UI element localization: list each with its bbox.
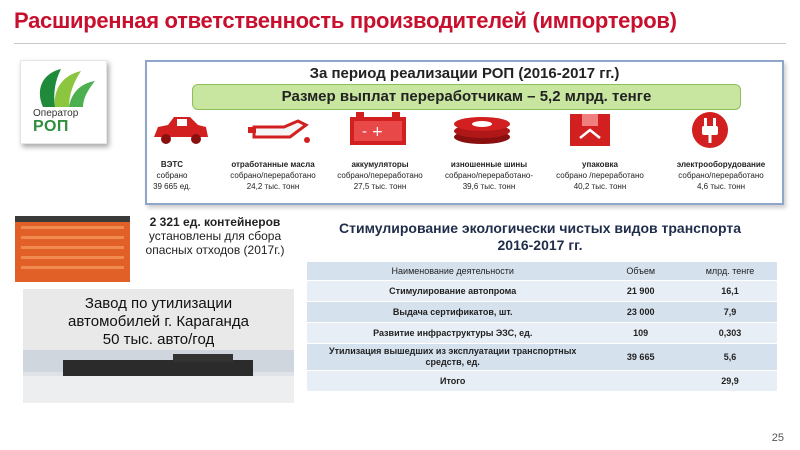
table-row — [307, 344, 777, 370]
category-line2: 27,5 тыс. тонн — [353, 182, 407, 191]
plug-icon — [690, 110, 730, 150]
table-cell: Развитие инфраструктуры ЭЗС, ед. — [307, 323, 598, 343]
period-title: За период реализации РОП (2016-2017 гг.) — [309, 65, 620, 82]
svg-text:- +: - + — [362, 124, 384, 140]
category-batteries — [325, 159, 435, 192]
category-packaging — [545, 159, 655, 192]
table-row — [307, 281, 777, 301]
category-name: аккумуляторы — [351, 160, 409, 169]
category-line1: собрано/переработано — [337, 171, 423, 180]
category-line2: 24,2 тыс. тонн — [246, 182, 300, 191]
category-line2: 39 665 ед. — [153, 182, 191, 191]
table-cell: 21 900 — [598, 281, 683, 301]
category-electrical — [666, 159, 776, 192]
category-line1: собрано — [156, 171, 188, 180]
category-line2: 40,2 тыс. тонн — [573, 182, 627, 191]
tires-icon — [450, 113, 514, 145]
table-header-row — [307, 262, 777, 280]
logo-line1: Оператор — [33, 108, 79, 119]
category-line1: собрано /переработано — [556, 171, 644, 180]
table-cell: Выдача сертификатов, шт. — [307, 302, 598, 322]
table-cell: 5,6 — [683, 344, 777, 370]
leaf-logo-icon — [21, 63, 106, 113]
table-cell: 39 665 — [598, 344, 683, 370]
table-cell: 0,303 — [683, 323, 777, 343]
table-cell: Итого — [307, 371, 598, 391]
table-cell: Стимулирование автопрома — [307, 281, 598, 301]
slide-title: Расширенная ответственность производителей (импортеров) — [14, 8, 677, 33]
table-cell: 109 — [598, 323, 683, 343]
category-oils — [218, 159, 328, 192]
title-divider — [14, 43, 786, 44]
rop-operator-logo — [20, 60, 107, 144]
category-name: изношенные шины — [450, 160, 528, 169]
table-header: млрд. тенге — [683, 262, 777, 280]
category-line1: собрано/переработано — [678, 171, 764, 180]
table-title-line1: Стимулирование экологически чистых видов транспорта — [339, 220, 741, 236]
category-name: электрооборудование — [676, 160, 766, 169]
table-cell — [598, 371, 683, 391]
table-title-line2: 2016-2017 гг. — [497, 237, 583, 253]
table-cell: 7,9 — [683, 302, 777, 322]
category-line1: собрано/переработано — [230, 171, 316, 180]
category-name: ВЭТС — [160, 160, 184, 169]
table-header: Наименование деятельности — [307, 262, 598, 280]
table-total-row — [307, 371, 777, 391]
category-line1: собрано/переработано- — [444, 171, 534, 180]
payout-banner: Размер выплат переработчикам – 5,2 млрд. тенге — [192, 84, 741, 110]
table-row — [307, 302, 777, 322]
battery-icon — [348, 111, 408, 147]
factory-photo — [23, 350, 294, 403]
category-name: отработанные масла — [231, 160, 315, 169]
containers-description: установлены для сбора опасных отходов (2017г.) — [145, 229, 285, 257]
category-line2: 39,6 тыс. тонн — [462, 182, 516, 191]
table-cell: 16,1 — [683, 281, 777, 301]
stimulus-table — [307, 261, 777, 392]
containers-count: 2 321 ед. контейнеров — [149, 215, 281, 229]
package-icon — [568, 110, 612, 148]
table-cell: 23 000 — [598, 302, 683, 322]
plant-info — [23, 295, 294, 349]
table-title — [305, 220, 775, 254]
table-cell: 29,9 — [683, 371, 777, 391]
category-tires — [434, 159, 544, 192]
waste-container-photo — [15, 216, 130, 282]
plant-line2: автомобилей г. Караганда — [68, 313, 249, 330]
containers-info — [135, 215, 295, 257]
category-line2: 4,6 тыс. тонн — [696, 182, 746, 191]
table-cell: Утилизация вышедших из эксплуатации транспортных средств, ед. — [307, 344, 598, 370]
car-icon — [150, 113, 210, 147]
plant-line1: Завод по утилизации — [84, 295, 233, 312]
table-row — [307, 323, 777, 343]
oil-can-icon — [246, 115, 312, 145]
logo-line2: РОП — [33, 118, 69, 135]
page-number: 25 — [771, 432, 784, 444]
plant-line3: 50 тыс. авто/год — [102, 331, 215, 348]
category-vets — [117, 159, 227, 192]
category-name: упаковка — [582, 160, 618, 169]
table-header: Объем — [598, 262, 683, 280]
